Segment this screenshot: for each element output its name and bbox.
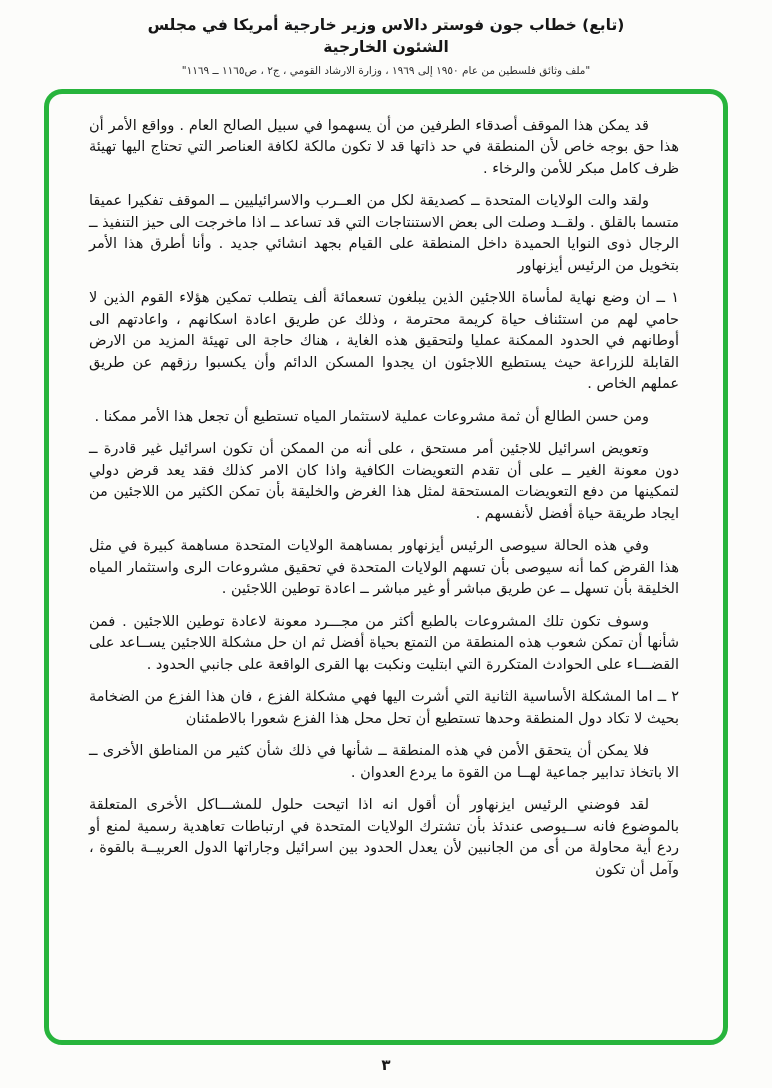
paragraph: فلا يمكن أن يتحقق الأمن في هذه المنطقة ــ شأنها في ذلك شأن كثير من المناطق الأخرى ــ الا باتخاذ تدابير جماعية لهــا من القوة ما يردع العدوان . — [89, 743, 679, 781]
green-border-frame — [44, 89, 728, 1045]
document-header — [0, 0, 772, 77]
paragraph: لقد فوضني الرئيس ايزنهاور أن أقول انه اذا اتيحت حلول للمشـــاكل الأخرى المتعلقة بالموضوع فانه ســيوصى عندئذ بأن تشترك الولايات المتحدة في ارتباطات تعاهدية رسمية لمنع أو ردع أية محاولة من أى من الجانبين لأن يعدل الحدود بين اسرائيل وجاراتها الدول العربيــة بالقوة ، وآمل أن تكون — [89, 797, 679, 878]
paragraph: ٢ ــ اما المشكلة الأساسية الثانية التي أشرت اليها فهي مشكلة الفزع ، فان هذا الفزع من الضخامة بحيث لا تكاد دول المنطقة وحدها تستطيع أن تحل محل هذا الفزع شعورا بالاطمئنان — [89, 689, 679, 727]
document-title: (تابع) خطاب جون فوستر دالاس وزير خارجية أمريكا في مجلس الشئون الخارجية — [147, 16, 625, 57]
paragraph: وفي هذه الحالة سيوصى الرئيس أيزنهاور بمساهمة الولايات المتحدة مساهمة كبيرة في مثل هذا القرض كما أنه سيوصى بأن تسهم الولايات المتحدة في تحقيق مشروعات الرى واستثمار المياه الخليقة بأن تسهل ــ عن طريق مباشر أو غير مباشر ــ اعادة توطين اللاجئين . — [89, 538, 679, 598]
paragraph: ١ ــ ان وضع نهاية لمأساة اللاجئين الذين يبلغون تسعمائة ألف يتطلب تمكين هؤلاء القوم الذين لا حامي لهم من استئناف حياة كريمة محترمة ، وذلك عن طريق اعادة اسكانهم ، واعادتهم الى أوطانهم في الحدود الممكنة عمليا ولتحقيق هذه الغاية ، هناك حاجة الى تهيئة المزيد من الارض القابلة للزراعة حيث يستطيع اللاجئون ان يجدوا المسكن الدائم وأن يكسبوا رزقهم عن طريق عملهم الخاص . — [89, 290, 679, 393]
paragraph: وتعويض اسرائيل للاجئين أمر مستحق ، على أنه من الممكن أن تكون اسرائيل غير قادرة ــ دون معونة الغير ــ على أن تقدم التعويضات الكافية واذا كان الامر كذلك فقد يعد قرض دولي لتمكينها من دفع التعويضات المستحقة لمثل هذا الغرض والخليقة بأن تمكن الكثير من اللاجئين من ايجاد طريقة حياة أفضل لأنفسهم . — [89, 441, 679, 522]
paragraph: وسوف تكون تلك المشروعات بالطبع أكثر من مجـــرد معونة لاعادة توطين اللاجئين . فمن شأنها أن تمكن شعوب هذه المنطقة من التمتع بحياة أفضل ثم ان حل مشكلة اللاجئين يســاعد على القضـــاء على الحوادث المتكررة التي ابتليت ونكبت بها القرى الواقعة على جانبي الحدود . — [89, 613, 679, 673]
document-body — [89, 116, 679, 882]
paragraph: قد يمكن هذا الموقف أصدقاء الطرفين من أن يسهموا في سبيل الصالح العام . وواقع الأمر أن هذا حق بوجه خاص لأن المنطقة في حد ذاتها قد لا تكون مالكة لكافة العناصر التي تحتاج اليها تهيئة ظرف كامل مبكر للأمن والرخاء . — [89, 117, 679, 177]
page-number: ٣ — [381, 1056, 391, 1074]
paragraph: ولقد والت الولايات المتحدة ــ كصديقة لكل من العــرب والاسرائيليين ــ الموقف تفكيرا عميقا متسما بالقلق . ولقــد وصلت الى بعض الاستنتاجات التي قد تساعد ــ اذا ماخرجت الى حيز التنفيذ ــ الرجال ذوى النوايا الحميدة داخل المنطقة على القيام بجهد انشائي جديد . وأنا أطرق هذا الأمر بتخويل من الرئيس أيزنهاور — [89, 193, 679, 274]
paragraph: ومن حسن الطالع أن ثمة مشروعات عملية لاستثمار المياه تستطيع أن تجعل هذا الأمر ممكنا . — [94, 408, 649, 425]
source-citation: "ملف وثائق فلسطين من عام ١٩٥٠ إلى ١٩٦٩ ، وزارة الارشاد القومي ، ج٢ ، ص١١٦٥ ــ ١١٦٩" — [181, 64, 591, 77]
